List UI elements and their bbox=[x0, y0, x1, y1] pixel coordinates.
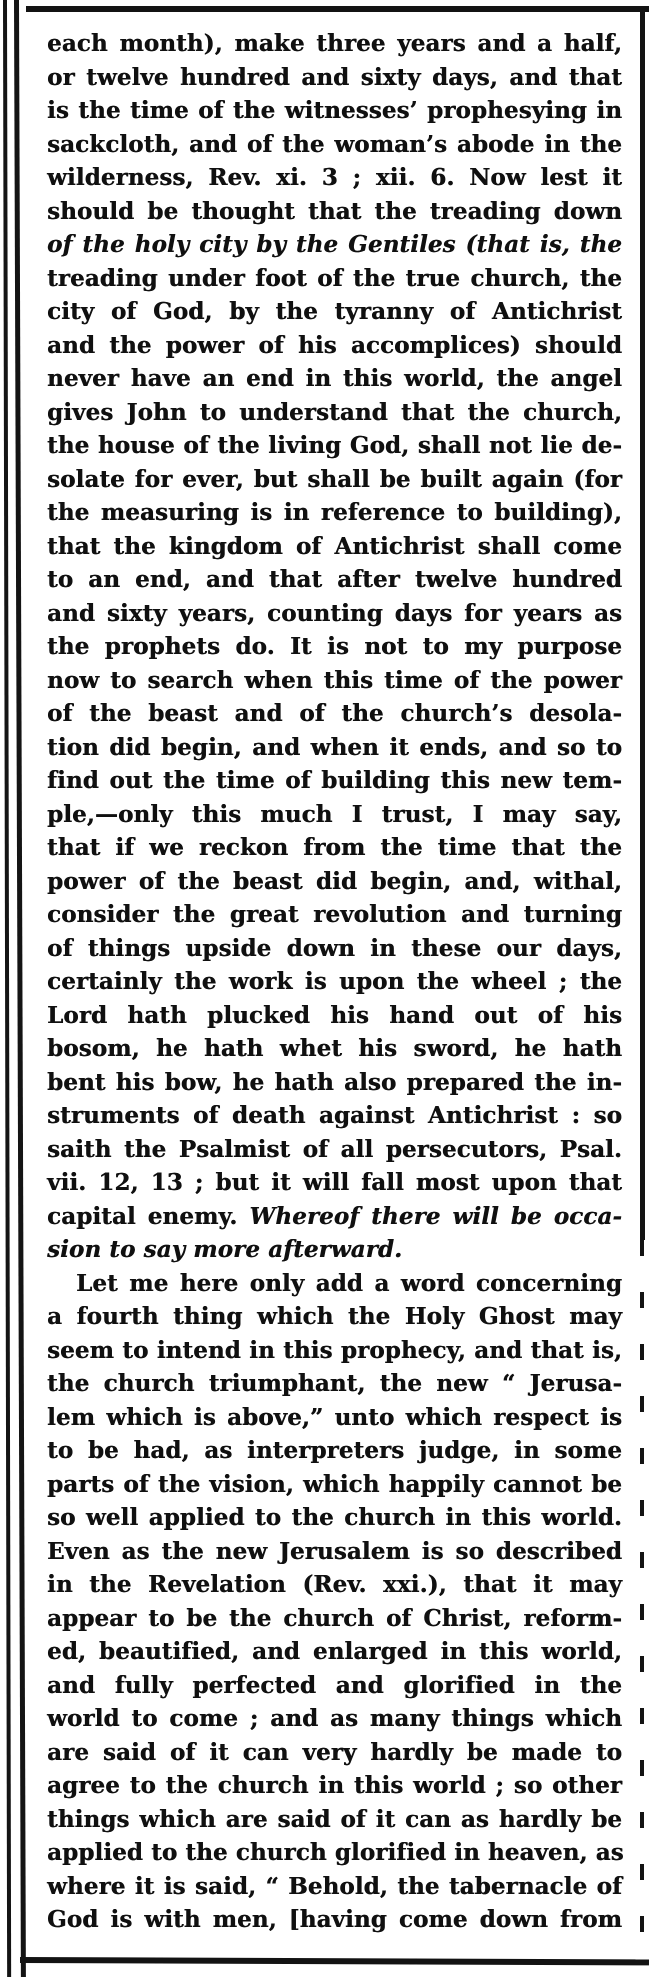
text-segment: bent his bow, he hath also prepared the in- bbox=[47, 1068, 622, 1096]
text-line bbox=[47, 1870, 622, 1904]
text-segment: or twelve hundred and sixty days, and that bbox=[47, 63, 622, 91]
text-segment: things which are said of it can as hardly be bbox=[47, 1805, 622, 1833]
text-line bbox=[47, 396, 622, 430]
text-line bbox=[47, 1334, 622, 1368]
text-line bbox=[47, 429, 622, 463]
text-line bbox=[47, 1233, 622, 1267]
text-segment: capital enemy. bbox=[47, 1202, 250, 1230]
text-segment: power of the beast did begin, and, withal, bbox=[47, 867, 622, 895]
text-segment: tion did begin, and when it ends, and so to bbox=[47, 733, 622, 761]
text-line bbox=[47, 1568, 622, 1602]
text-line bbox=[47, 1367, 622, 1401]
text-segment: is the time of the witnesses’ prophesying in bbox=[47, 97, 622, 124]
text-line bbox=[47, 831, 622, 865]
text-line bbox=[47, 496, 622, 530]
frame-bottom-border bbox=[20, 1957, 649, 1965]
text-line bbox=[47, 195, 622, 229]
text-segment: should be thought that the treading down bbox=[47, 197, 622, 225]
text-line bbox=[47, 865, 622, 899]
text-line bbox=[47, 1669, 622, 1703]
text-segment: a fourth thing which the Holy Ghost may bbox=[47, 1303, 622, 1330]
text-segment: the house of the living God, shall not lie de- bbox=[47, 432, 622, 459]
text-line bbox=[47, 1200, 622, 1234]
text-line bbox=[47, 1836, 622, 1870]
text-segment: applied to the church glorified in heaven, as bbox=[47, 1839, 624, 1866]
text-segment: to an end, and that after twelve hundred bbox=[47, 566, 622, 593]
text-segment: consider the great revolution and turning bbox=[47, 901, 622, 928]
text-line bbox=[47, 61, 622, 95]
text-segment: ed, beautified, and enlarged in this world, bbox=[47, 1638, 622, 1665]
text-line bbox=[47, 1032, 622, 1066]
text-line bbox=[47, 295, 622, 329]
text-line bbox=[47, 1401, 622, 1435]
text-segment: Lord hath plucked his hand out of his bbox=[47, 1001, 622, 1029]
text-segment: struments of death against Antichrist : so bbox=[47, 1102, 622, 1129]
text-line bbox=[47, 27, 622, 61]
text-line bbox=[47, 128, 622, 162]
text-line bbox=[47, 1099, 622, 1133]
text-line bbox=[47, 1769, 622, 1803]
text-line bbox=[47, 1535, 622, 1569]
text-segment: never have an end in this world, the angel bbox=[47, 365, 622, 392]
text-segment: find out the time of building this new tem- bbox=[47, 767, 622, 794]
text-segment: where it is said, “ Behold, the tabernacle of bbox=[47, 1872, 622, 1900]
text-line bbox=[47, 329, 622, 363]
text-segment: ple,—only this much I trust, I may say, bbox=[47, 800, 622, 828]
text-line bbox=[47, 798, 622, 832]
text-segment: lem which is above,” unto which respect is bbox=[47, 1403, 622, 1431]
italic-text-segment: Whereof there will be occa- bbox=[249, 1202, 622, 1230]
text-line bbox=[47, 1602, 622, 1636]
text-line bbox=[47, 228, 622, 262]
text-line bbox=[47, 463, 622, 497]
text-line bbox=[47, 630, 622, 664]
text-segment: that the kingdom of Antichrist shall come bbox=[47, 532, 622, 560]
frame-top-border bbox=[26, 6, 649, 12]
text-line bbox=[47, 262, 622, 296]
frame-right-border bbox=[640, 10, 645, 1240]
text-segment: world to come ; and as many things which bbox=[47, 1705, 622, 1732]
text-segment: Let me here only add a word concerning bbox=[76, 1269, 622, 1297]
text-segment: gives John to understand that the church, bbox=[47, 398, 622, 426]
text-segment: the prophets do. It is not to my purpose bbox=[47, 633, 622, 660]
text-segment: treading under foot of the true church, the bbox=[47, 264, 622, 292]
text-segment: and fully perfected and glorified in the bbox=[47, 1671, 622, 1699]
text-line bbox=[47, 898, 622, 932]
text-line bbox=[47, 764, 622, 798]
text-segment: saith the Psalmist of all persecutors, Psal. bbox=[47, 1135, 622, 1163]
italic-text-segment: of the holy city by the Gentiles (that is, the bbox=[47, 231, 622, 258]
text-line bbox=[47, 161, 622, 195]
text-line bbox=[47, 94, 622, 128]
text-segment: that if we reckon from the time that the bbox=[47, 834, 622, 861]
text-segment: so well applied to the church in this world. bbox=[47, 1504, 622, 1531]
text-line bbox=[47, 597, 622, 631]
text-line bbox=[47, 664, 622, 698]
text-line bbox=[47, 563, 622, 597]
text-line bbox=[47, 1501, 622, 1535]
text-segment: seem to intend in this prophecy, and that is, bbox=[47, 1336, 622, 1364]
text-segment: the church triumphant, the new “ Jerusa- bbox=[47, 1370, 622, 1397]
frame-right-border-broken bbox=[640, 1240, 644, 1950]
left-margin-rule-inner bbox=[14, 0, 26, 1977]
text-segment: sackcloth, and of the woman’s abode in the bbox=[47, 130, 622, 158]
text-segment: in the Revelation (Rev. xxi.), that it may bbox=[47, 1571, 622, 1598]
text-segment: certainly the work is upon the wheel ; the bbox=[47, 968, 622, 995]
text-line bbox=[47, 999, 622, 1033]
text-segment: God is with men, [having come down from bbox=[47, 1906, 622, 1933]
text-line bbox=[47, 1635, 622, 1669]
text-line bbox=[47, 1166, 622, 1200]
text-line bbox=[47, 1903, 622, 1937]
text-segment: now to search when this time of the power bbox=[47, 666, 622, 694]
text-segment: solate for ever, but shall be built again (for bbox=[47, 465, 622, 493]
text-segment: vii. 12, 13 ; but it will fall most upon that bbox=[47, 1169, 622, 1196]
text-line bbox=[47, 932, 622, 966]
text-segment: appear to be the church of Christ, reform- bbox=[47, 1604, 622, 1632]
italic-text-segment: sion to say more afterward. bbox=[47, 1236, 403, 1263]
text-line bbox=[47, 1300, 622, 1334]
text-line bbox=[47, 965, 622, 999]
text-segment: parts of the vision, which happily cannot be bbox=[47, 1470, 622, 1498]
text-line bbox=[47, 1434, 622, 1468]
text-segment: wilderness, Rev. xi. 3 ; xii. 6. Now lest it bbox=[47, 164, 622, 191]
text-line bbox=[47, 1066, 622, 1100]
left-margin-rule-outer bbox=[3, 0, 11, 1977]
text-line bbox=[47, 1736, 622, 1770]
text-line bbox=[47, 530, 622, 564]
text-segment: and sixty years, counting days for years as bbox=[47, 599, 622, 627]
text-line bbox=[47, 697, 622, 731]
text-segment: city of God, by the tyranny of Antichrist bbox=[47, 298, 622, 325]
text-line bbox=[47, 731, 622, 765]
text-column bbox=[47, 27, 622, 1937]
text-segment: of the beast and of the church’s desola- bbox=[47, 700, 622, 727]
text-segment: are said of it can very hardly be made to bbox=[47, 1738, 622, 1766]
text-line bbox=[47, 1702, 622, 1736]
text-line bbox=[47, 1468, 622, 1502]
text-segment: Even as the new Jerusalem is so described bbox=[47, 1537, 622, 1565]
text-segment: the measuring is in reference to building), bbox=[47, 499, 622, 526]
text-segment: to be had, as interpreters judge, in some bbox=[47, 1437, 622, 1464]
text-segment: each month), make three years and a half, bbox=[47, 30, 622, 57]
text-segment: of things upside down in these our days, bbox=[47, 934, 622, 962]
text-line bbox=[47, 362, 622, 396]
text-segment: bosom, he hath whet his sword, he hath bbox=[47, 1035, 622, 1062]
text-segment: and the power of his accomplices) should bbox=[47, 331, 622, 359]
text-line bbox=[47, 1133, 622, 1167]
text-line bbox=[47, 1803, 622, 1837]
text-line bbox=[47, 1267, 622, 1301]
text-segment: agree to the church in this world ; so other bbox=[47, 1772, 622, 1799]
